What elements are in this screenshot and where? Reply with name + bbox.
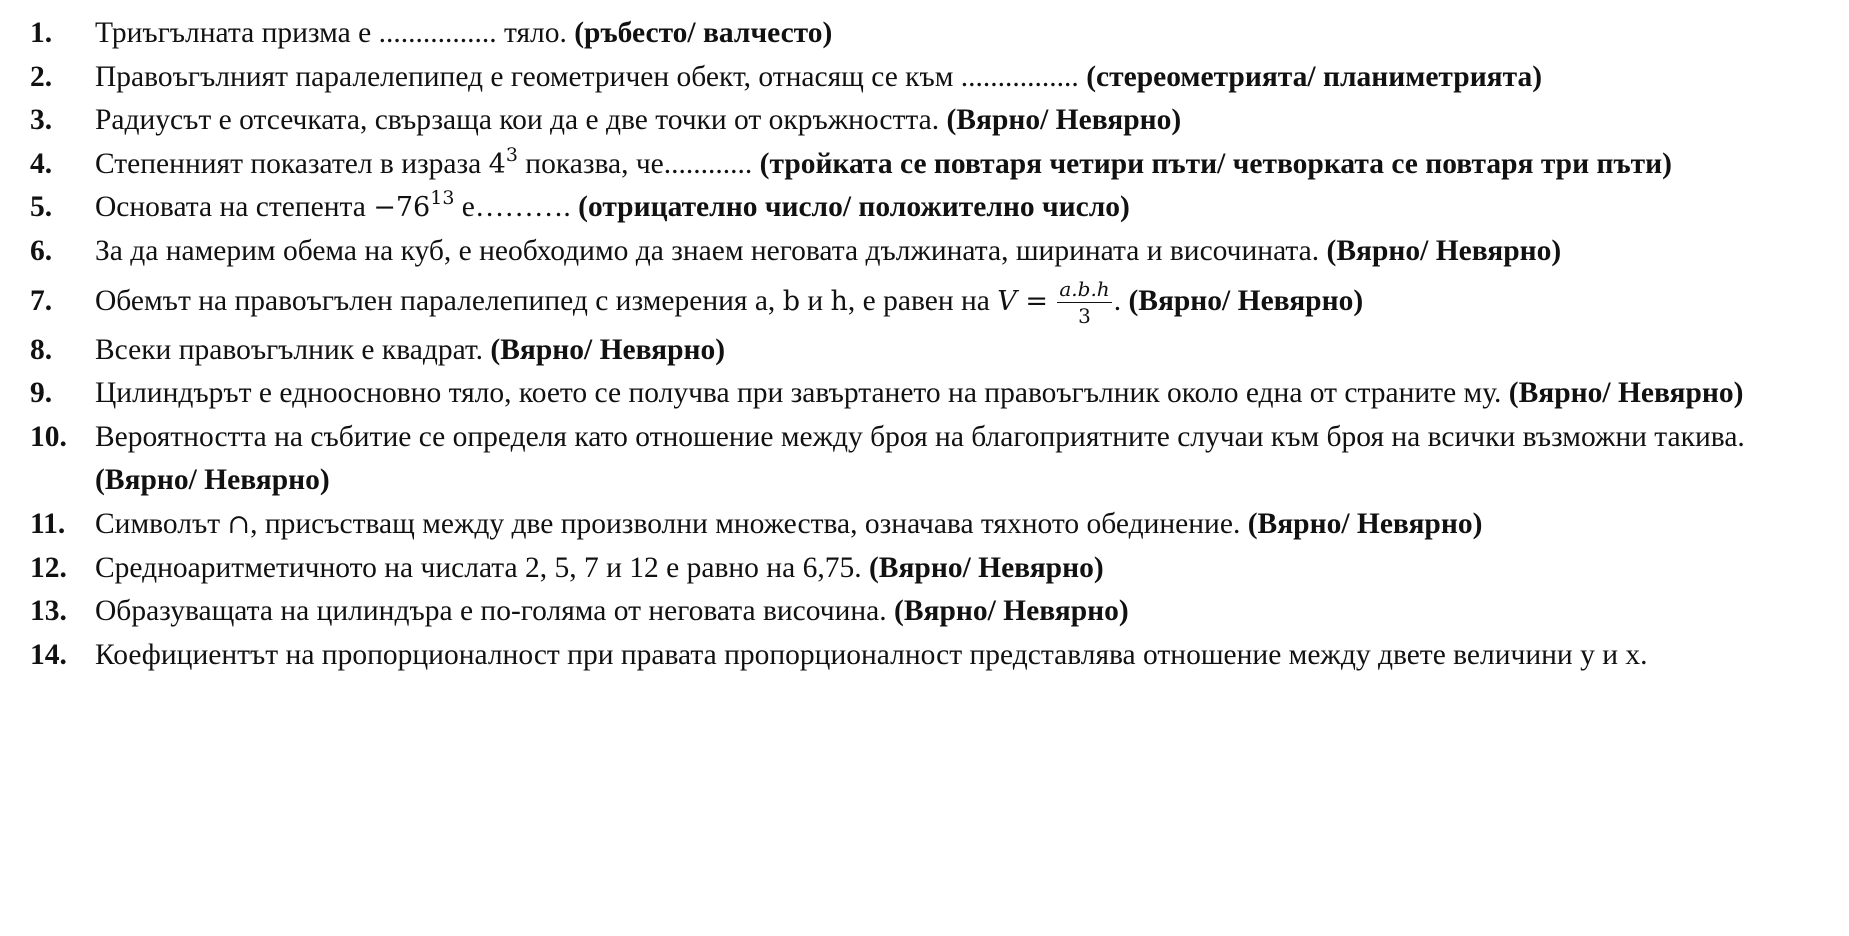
question-statement: За да намерим обема на куб, е необходимо да знаем неговата дължината, ширината и височината. (95, 234, 1327, 267)
power-base: −76 (373, 192, 431, 224)
question-statement: Символът (95, 507, 228, 540)
question-statement: Степенният показател в израза (95, 147, 489, 180)
question-8 (30, 329, 1809, 373)
question-12 (30, 547, 1809, 591)
answer-options: (Вярно/ Невярно) (894, 595, 1129, 628)
question-statement: Всеки правоъгълник е квадрат. (95, 333, 491, 366)
question-number: 2. (30, 60, 53, 93)
question-4 (30, 143, 1809, 187)
question-statement: Образуващата на цилиндъра е по-голяма от неговата височина. (95, 595, 894, 628)
formula-lhs: V = (997, 285, 1048, 317)
question-text (95, 329, 1809, 373)
variable-b: b (782, 285, 800, 317)
question-number: 11. (30, 507, 66, 540)
question-11 (30, 503, 1809, 547)
question-9 (30, 372, 1809, 416)
question-text (95, 416, 1809, 503)
question-number: 14. (30, 638, 67, 671)
answer-options: (Вярно/ Невярно) (868, 551, 1104, 584)
power-exponent: 13 (430, 187, 455, 210)
question-number: 1. (30, 17, 53, 49)
question-text (95, 230, 1809, 274)
question-text (95, 547, 1809, 591)
question-2 (30, 56, 1809, 100)
question-statement-cont: , присъстващ между две произволни множества, означава тяхното обединение. (250, 507, 1248, 540)
answer-options: (Вярно/ Невярно) (946, 104, 1182, 137)
answer-options: (Вярно/ Невярно) (1247, 507, 1483, 540)
question-number: 3. (30, 104, 53, 137)
answer-options: (Вярно/ Невярно) (95, 464, 330, 497)
question-14 (30, 634, 1809, 678)
question-number: 8. (30, 333, 53, 366)
answer-options: (ръбесто/ валчесто) (574, 17, 833, 49)
question-number: 13. (30, 595, 67, 628)
variable-h: h (830, 285, 848, 317)
question-10 (30, 416, 1809, 503)
question-number: 5. (30, 191, 53, 224)
question-statement-cont: , е равен на (847, 284, 998, 317)
answer-options: (тройката се повтаря четири пъти/ четворката се повтаря три пъти) (759, 147, 1672, 180)
question-statement-end: . (1113, 284, 1129, 317)
question-text (95, 590, 1809, 634)
question-text (95, 186, 1809, 230)
question-statement-mid: и (799, 284, 831, 317)
question-text (95, 56, 1809, 100)
fraction-numerator: a.b.h (1059, 277, 1110, 302)
answer-options: (Вярно/ Невярно) (1326, 234, 1562, 267)
fraction-denominator: 3 (1078, 304, 1091, 329)
question-statement: Радиусът е отсечката, свързаща кои да е две точки от окръжността. (95, 104, 947, 137)
question-statement: Средноаритметичното на числата 2, 5, 7 и 12 е равно на 6,75. (95, 551, 869, 584)
power-exponent: 3 (505, 143, 518, 166)
question-number: 10. (30, 420, 67, 453)
question-number: 7. (30, 284, 53, 317)
question-7 (30, 274, 1809, 329)
question-text (95, 372, 1809, 416)
question-statement: Обемът на правоъгълен паралелепипед с измерения a, (95, 284, 783, 317)
question-statement: Триъгълната призма е ................ тяло. (95, 17, 575, 49)
question-text (95, 99, 1809, 143)
question-statement: Вероятността на събитие се определя като отношение между броя на благоприятните случаи към броя на всички възможни такива. (95, 420, 1745, 453)
question-statement: Основата на степента (95, 191, 374, 224)
power-base: 4 (488, 148, 506, 180)
question-statement-cont: е………. (454, 191, 579, 224)
question-text (95, 274, 1809, 329)
question-text (95, 143, 1809, 187)
question-6 (30, 230, 1809, 274)
question-statement: Правоъгълният паралелепипед е геометричен обект, отнасящ се към ................ (95, 60, 1087, 93)
answer-options: (Вярно/ Невярно) (490, 333, 726, 366)
question-statement: Цилиндърът е едноосновно тяло, което се получва при завъртането на правоъгълник около една от страните му. (95, 377, 1509, 410)
question-1 (30, 12, 1809, 56)
question-statement: Коефициентът на пропорционалност при правата пропорционалност представлява отношение между двете величини y и x. (95, 638, 1648, 671)
question-text (95, 503, 1809, 547)
answer-options: (Вярно/ Невярно) (1508, 377, 1744, 410)
question-number: 6. (30, 234, 53, 267)
volume-fraction (1057, 277, 1111, 329)
question-number: 4. (30, 147, 53, 180)
question-number: 9. (30, 377, 53, 410)
question-text (95, 634, 1809, 678)
question-3 (30, 99, 1809, 143)
intersection-symbol: ∩ (227, 508, 251, 540)
answer-options: (отрицателно число/ положително число) (578, 191, 1130, 224)
question-13 (30, 590, 1809, 634)
answer-options: (Вярно/ Невярно) (1128, 284, 1364, 317)
question-statement-cont: показва, че............ (517, 147, 760, 180)
question-5 (30, 186, 1809, 230)
answer-options: (стереометрията/ планиметрията) (1086, 60, 1543, 93)
question-text (95, 12, 1809, 56)
question-number: 12. (30, 551, 67, 584)
